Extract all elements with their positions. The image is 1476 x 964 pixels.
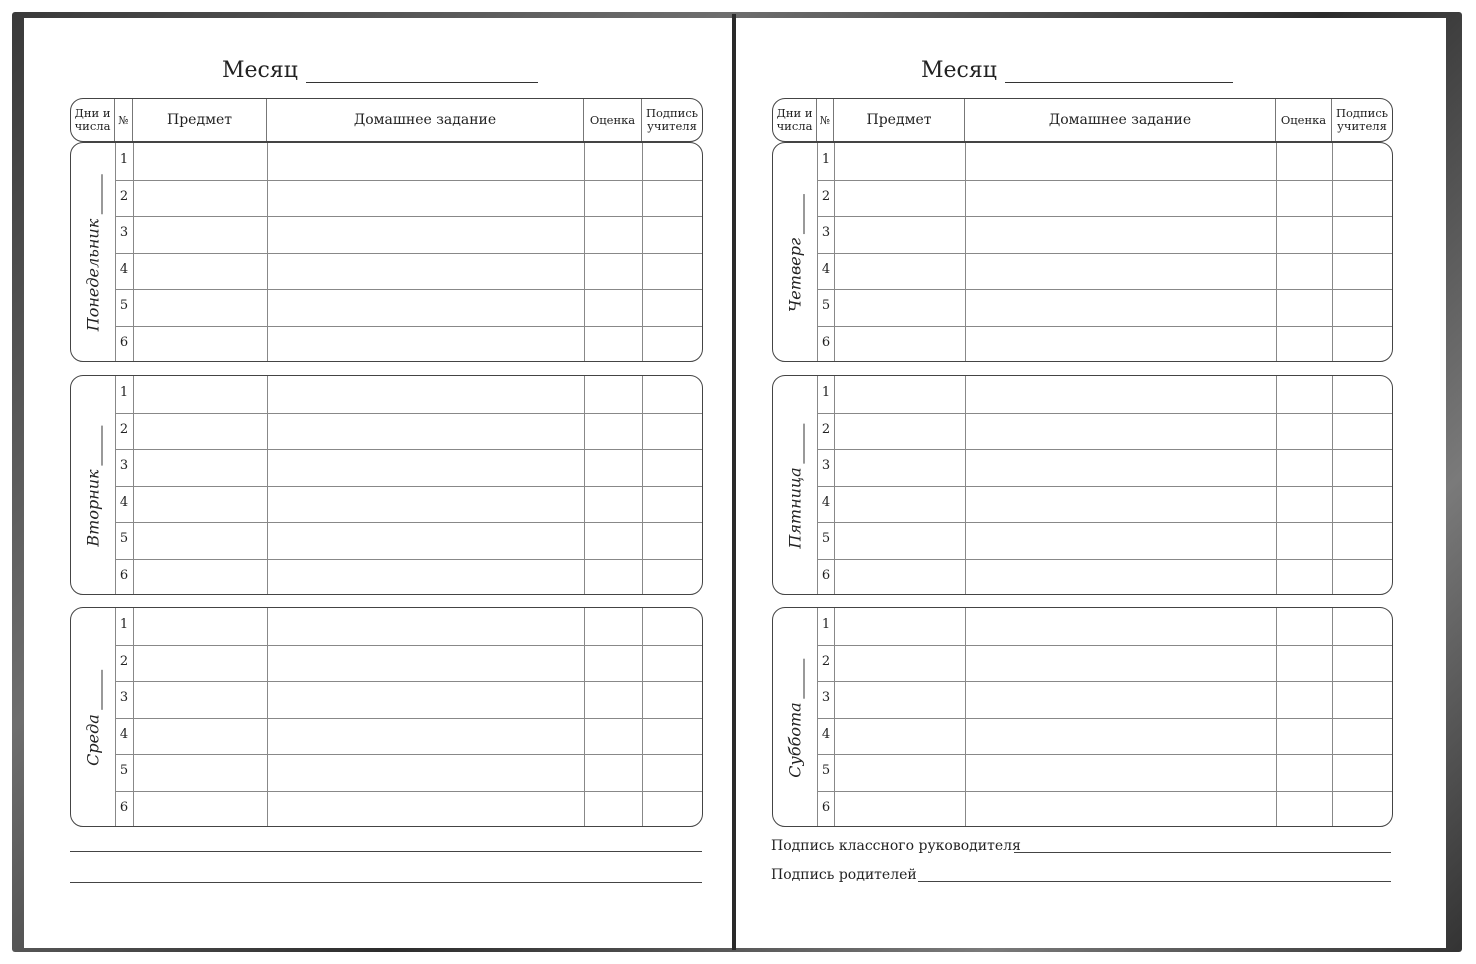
grid-row-line xyxy=(817,791,1392,792)
lesson-number: 4 xyxy=(821,726,831,742)
table-header-right xyxy=(772,98,1393,142)
grid-row-line xyxy=(817,289,1392,290)
grid-row-line xyxy=(817,326,1392,327)
month-blank-line[interactable] xyxy=(1005,60,1233,83)
lesson-number: 2 xyxy=(119,653,129,669)
lesson-number: 4 xyxy=(821,261,831,277)
header-subject: Предмет xyxy=(133,99,267,141)
grid-row-line xyxy=(115,253,702,254)
grid-row-line xyxy=(115,326,702,327)
lesson-number: 6 xyxy=(119,800,129,815)
grid-row-line xyxy=(817,216,1392,217)
lesson-number: 5 xyxy=(119,531,129,547)
lesson-number: 4 xyxy=(119,726,129,742)
lesson-number: 6 xyxy=(821,800,831,815)
grid-row-line xyxy=(817,718,1392,719)
lesson-number: 4 xyxy=(821,494,831,510)
lesson-number: 2 xyxy=(821,653,831,669)
lesson-number: 3 xyxy=(119,458,129,474)
lesson-number: 1 xyxy=(821,385,831,400)
lesson-number: 2 xyxy=(821,188,831,204)
grid-row-line xyxy=(115,413,702,414)
table-header-left xyxy=(70,98,703,142)
lesson-number: 1 xyxy=(119,152,129,167)
grid-row-line xyxy=(115,559,702,560)
lesson-number: 1 xyxy=(821,617,831,632)
grid-row-line xyxy=(115,216,702,217)
lesson-number: 5 xyxy=(119,763,129,779)
day-block-wednesday xyxy=(70,607,703,827)
lesson-number: 5 xyxy=(821,298,831,314)
grid-row-line xyxy=(115,754,702,755)
notebook-spine xyxy=(732,14,736,950)
grid-row-line xyxy=(115,289,702,290)
header-number: № xyxy=(115,99,133,141)
parents-signature-label: Подпись родителей xyxy=(771,867,917,883)
day-label-thursday: Четверг xyxy=(786,194,805,312)
grid-row-line xyxy=(115,791,702,792)
lesson-number: 2 xyxy=(821,421,831,437)
lesson-number: 6 xyxy=(119,568,129,583)
lesson-number: 6 xyxy=(821,568,831,583)
lesson-number: 5 xyxy=(821,763,831,779)
lesson-number: 4 xyxy=(119,261,129,277)
lesson-number: 2 xyxy=(119,421,129,437)
day-block-thursday xyxy=(772,142,1393,362)
header-subject: Предмет xyxy=(834,99,965,141)
grid-row-line xyxy=(817,413,1392,414)
note-line[interactable] xyxy=(70,851,702,852)
month-heading-left xyxy=(222,58,538,83)
class-teacher-signature-label: Подпись классного руководителя xyxy=(771,838,1021,854)
lesson-number: 6 xyxy=(119,335,129,350)
day-block-monday xyxy=(70,142,703,362)
day-label-wednesday: Среда xyxy=(84,670,103,766)
lesson-number: 1 xyxy=(821,152,831,167)
day-block-tuesday xyxy=(70,375,703,595)
lesson-number: 5 xyxy=(119,298,129,314)
grid-row-line xyxy=(817,559,1392,560)
lesson-number: 3 xyxy=(119,225,129,241)
lesson-number: 4 xyxy=(119,494,129,510)
day-label-tuesday: Вторник xyxy=(84,425,103,546)
header-days: Дни и числа xyxy=(71,99,115,141)
header-homework: Домашнее задание xyxy=(267,99,584,141)
grid-row-line xyxy=(115,449,702,450)
header-signature: Подпись учителя xyxy=(645,106,699,133)
grid-row-line xyxy=(817,645,1392,646)
grid-row-line xyxy=(817,486,1392,487)
header-days: Дни и числа xyxy=(773,99,817,141)
grid-row-line xyxy=(115,180,702,181)
lesson-number: 3 xyxy=(821,458,831,474)
month-label: Месяц xyxy=(921,58,997,83)
grid-row-line xyxy=(115,681,702,682)
lesson-number: 1 xyxy=(119,385,129,400)
grid-row-line xyxy=(817,180,1392,181)
header-grade: Оценка xyxy=(584,99,642,141)
grid-row-line xyxy=(817,253,1392,254)
grid-row-line xyxy=(115,522,702,523)
grid-row-line xyxy=(115,486,702,487)
class-teacher-signature-line[interactable] xyxy=(1014,852,1391,853)
lesson-number: 5 xyxy=(821,531,831,547)
day-block-friday xyxy=(772,375,1393,595)
day-label-saturday: Суббота xyxy=(786,658,805,777)
parents-signature-line[interactable] xyxy=(918,881,1391,882)
header-homework: Домашнее задание xyxy=(965,99,1276,141)
lesson-number: 6 xyxy=(821,335,831,350)
month-blank-line[interactable] xyxy=(306,60,538,83)
header-grade: Оценка xyxy=(1276,99,1332,141)
header-number: № xyxy=(817,99,834,141)
day-block-saturday xyxy=(772,607,1393,827)
day-label-monday: Понедельник xyxy=(84,175,103,332)
month-heading-right xyxy=(921,58,1233,83)
grid-row-line xyxy=(817,449,1392,450)
lesson-number: 3 xyxy=(821,225,831,241)
day-label-friday: Пятница xyxy=(786,423,805,548)
header-signature: Подпись учителя xyxy=(1335,106,1389,133)
grid-row-line xyxy=(817,522,1392,523)
grid-row-line xyxy=(115,645,702,646)
lesson-number: 1 xyxy=(119,617,129,632)
grid-row-line xyxy=(817,754,1392,755)
lesson-number: 3 xyxy=(119,690,129,706)
lesson-number: 2 xyxy=(119,188,129,204)
month-label: Месяц xyxy=(222,58,298,83)
lesson-number: 3 xyxy=(821,690,831,706)
grid-row-line xyxy=(817,681,1392,682)
note-line[interactable] xyxy=(70,882,702,883)
grid-row-line xyxy=(115,718,702,719)
